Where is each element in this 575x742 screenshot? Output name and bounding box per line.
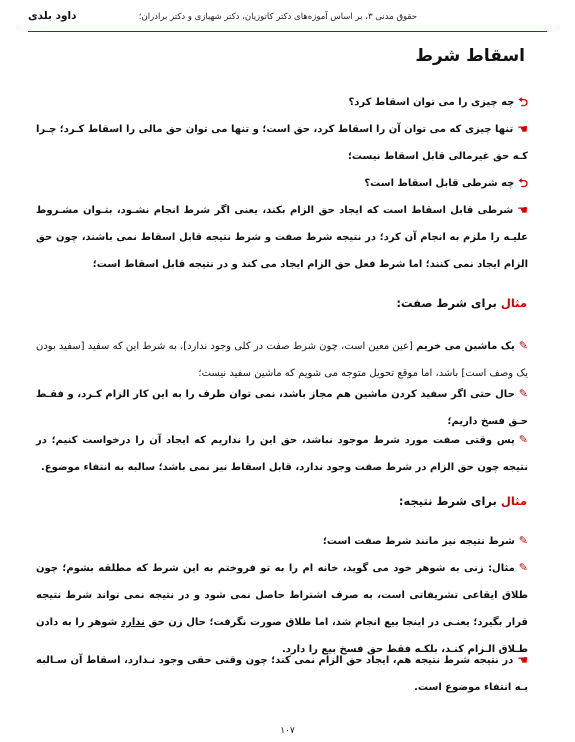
answer-item bbox=[36, 197, 528, 278]
example-text-bold: پس وقتی صفت مورد شرط موجود نباشد، حق این را نداریم که ایجاد آن را درخواست کنیم؛ در نتیجه چون حق الزام در شرط صفت وجود ندارد، قابل اسقاط نیز نمی باشد؛ سالبه به انتفاء موضوع. bbox=[36, 435, 528, 473]
example-text-bold: حال حتی اگر سفید کردن ماشین هم مجاز باشد، نمی توان طرف را به این کار الزام کـرد، و فقـط حـق فسخ داریم؛ bbox=[36, 389, 528, 427]
header-divider bbox=[28, 31, 547, 32]
page-number: ۱۰۷ bbox=[280, 726, 295, 736]
pointing-hand-icon: ☚ bbox=[517, 203, 528, 217]
example-item bbox=[36, 528, 528, 555]
section-label-rest: برای شرط صفت: bbox=[396, 296, 497, 310]
pen-icon: ✎ bbox=[518, 387, 528, 400]
pen-icon: ✎ bbox=[518, 534, 528, 547]
conclusion-item bbox=[36, 647, 528, 701]
example-text-bold: یک ماشین می خریم bbox=[416, 341, 515, 352]
section-label-red: مثال bbox=[500, 296, 527, 310]
pen-icon: ✎ bbox=[518, 339, 528, 352]
pen-icon: ✎ bbox=[518, 433, 528, 446]
header-author: داود بلدی bbox=[28, 10, 77, 22]
example-text-rest: [عین معین است، چون شرط صفت در کلی وجود ندارد]، به شرط این که سفید [سفید بودن یک وصف است] باشد، اما موقع تحویل متوجه می شویم که ماشین سفید نیست؛ bbox=[36, 341, 528, 379]
running-header bbox=[28, 10, 547, 30]
pointing-hand-icon: ☚ bbox=[517, 653, 528, 667]
example-item bbox=[36, 333, 528, 387]
answer-item bbox=[36, 116, 528, 170]
circled-arrow-icon: ⮌ bbox=[518, 95, 528, 109]
example-label: مثال: bbox=[488, 563, 515, 574]
question-text: چه چیزی را می توان اسقاط کرد؟ bbox=[348, 97, 515, 108]
page-title: اسقاط شرط bbox=[415, 46, 525, 66]
answer-text: شرطی قابل اسقاط است که ایجاد حق الزام بکند، یعنی اگر شرط انجام نشـود، بتـوان مشـروط علیـه را ملزم به انجام آن کرد؛ در نتیجه شرط صفت و شرط نتیجه قابل اسقاط نمی باشند، چون حق الزام ایجاد نمی کنند؛ اما شرط فعل حق الزام ایجاد می کند و در نتیجه قابل اسقاط است؛ bbox=[36, 205, 528, 270]
example-text-before: زنی به شوهر خود می گوید، خانه ام را به تو فروختم به این شرط که مطلقه بشوم؛ چون طلاق ایقاعی تشریفاتی است، به صرف اشتراط حاصل نمی شود و در نتیجه نمی تواند شرط نتیجه قرار بگیرد؛ یعنـی در اینجا بیع انجام شد، اما طلاق صورت نگرفت؛ حال زن حق bbox=[36, 563, 528, 628]
conclusion-text: در نتیجه شرط نتیجه هم، ایجاد حق الزام نمی کند؛ چون وقتی حقی وجود نـدارد، اسقاط آن سـالبه بـه انتفاء موضوع است. bbox=[36, 655, 528, 693]
example-text-after: شوهر را به دادن طـلاق الـزام کنـد، بلکـه فقط حق فسخ بیع را دارد. bbox=[36, 617, 528, 655]
header-subtitle: حقوق مدنی ۳، بر اساس آموزه‌های دکتر کاتوزیان، دکتر شهبازی و دکتر برادران؛ bbox=[138, 12, 417, 22]
pointing-hand-icon: ☚ bbox=[517, 122, 528, 136]
section-label-red: مثال bbox=[500, 494, 527, 508]
question-text: چه شرطی قابل اسقاط است؟ bbox=[364, 178, 515, 189]
example-text-underlined: ندارد bbox=[120, 617, 145, 628]
circled-arrow-icon: ⮌ bbox=[518, 176, 528, 190]
section-label-rest: برای شرط نتیجه: bbox=[398, 494, 497, 508]
section-heading-sifat bbox=[396, 296, 527, 310]
question-item bbox=[36, 89, 528, 116]
answer-text: تنها چیزی که می توان آن را اسقاط کرد، حق است؛ و تنها می توان حق مالی را اسقاط کـرد؛ چـرا کـه حق غیرمالی قابل اسقاط نیست؛ bbox=[36, 124, 528, 162]
question-item bbox=[36, 170, 528, 197]
example-item bbox=[36, 427, 528, 481]
section-heading-natije bbox=[399, 494, 527, 508]
pen-icon: ✎ bbox=[518, 561, 528, 574]
intro-text: شرط نتیجه نیز مانند شرط صفت است؛ bbox=[322, 536, 515, 547]
